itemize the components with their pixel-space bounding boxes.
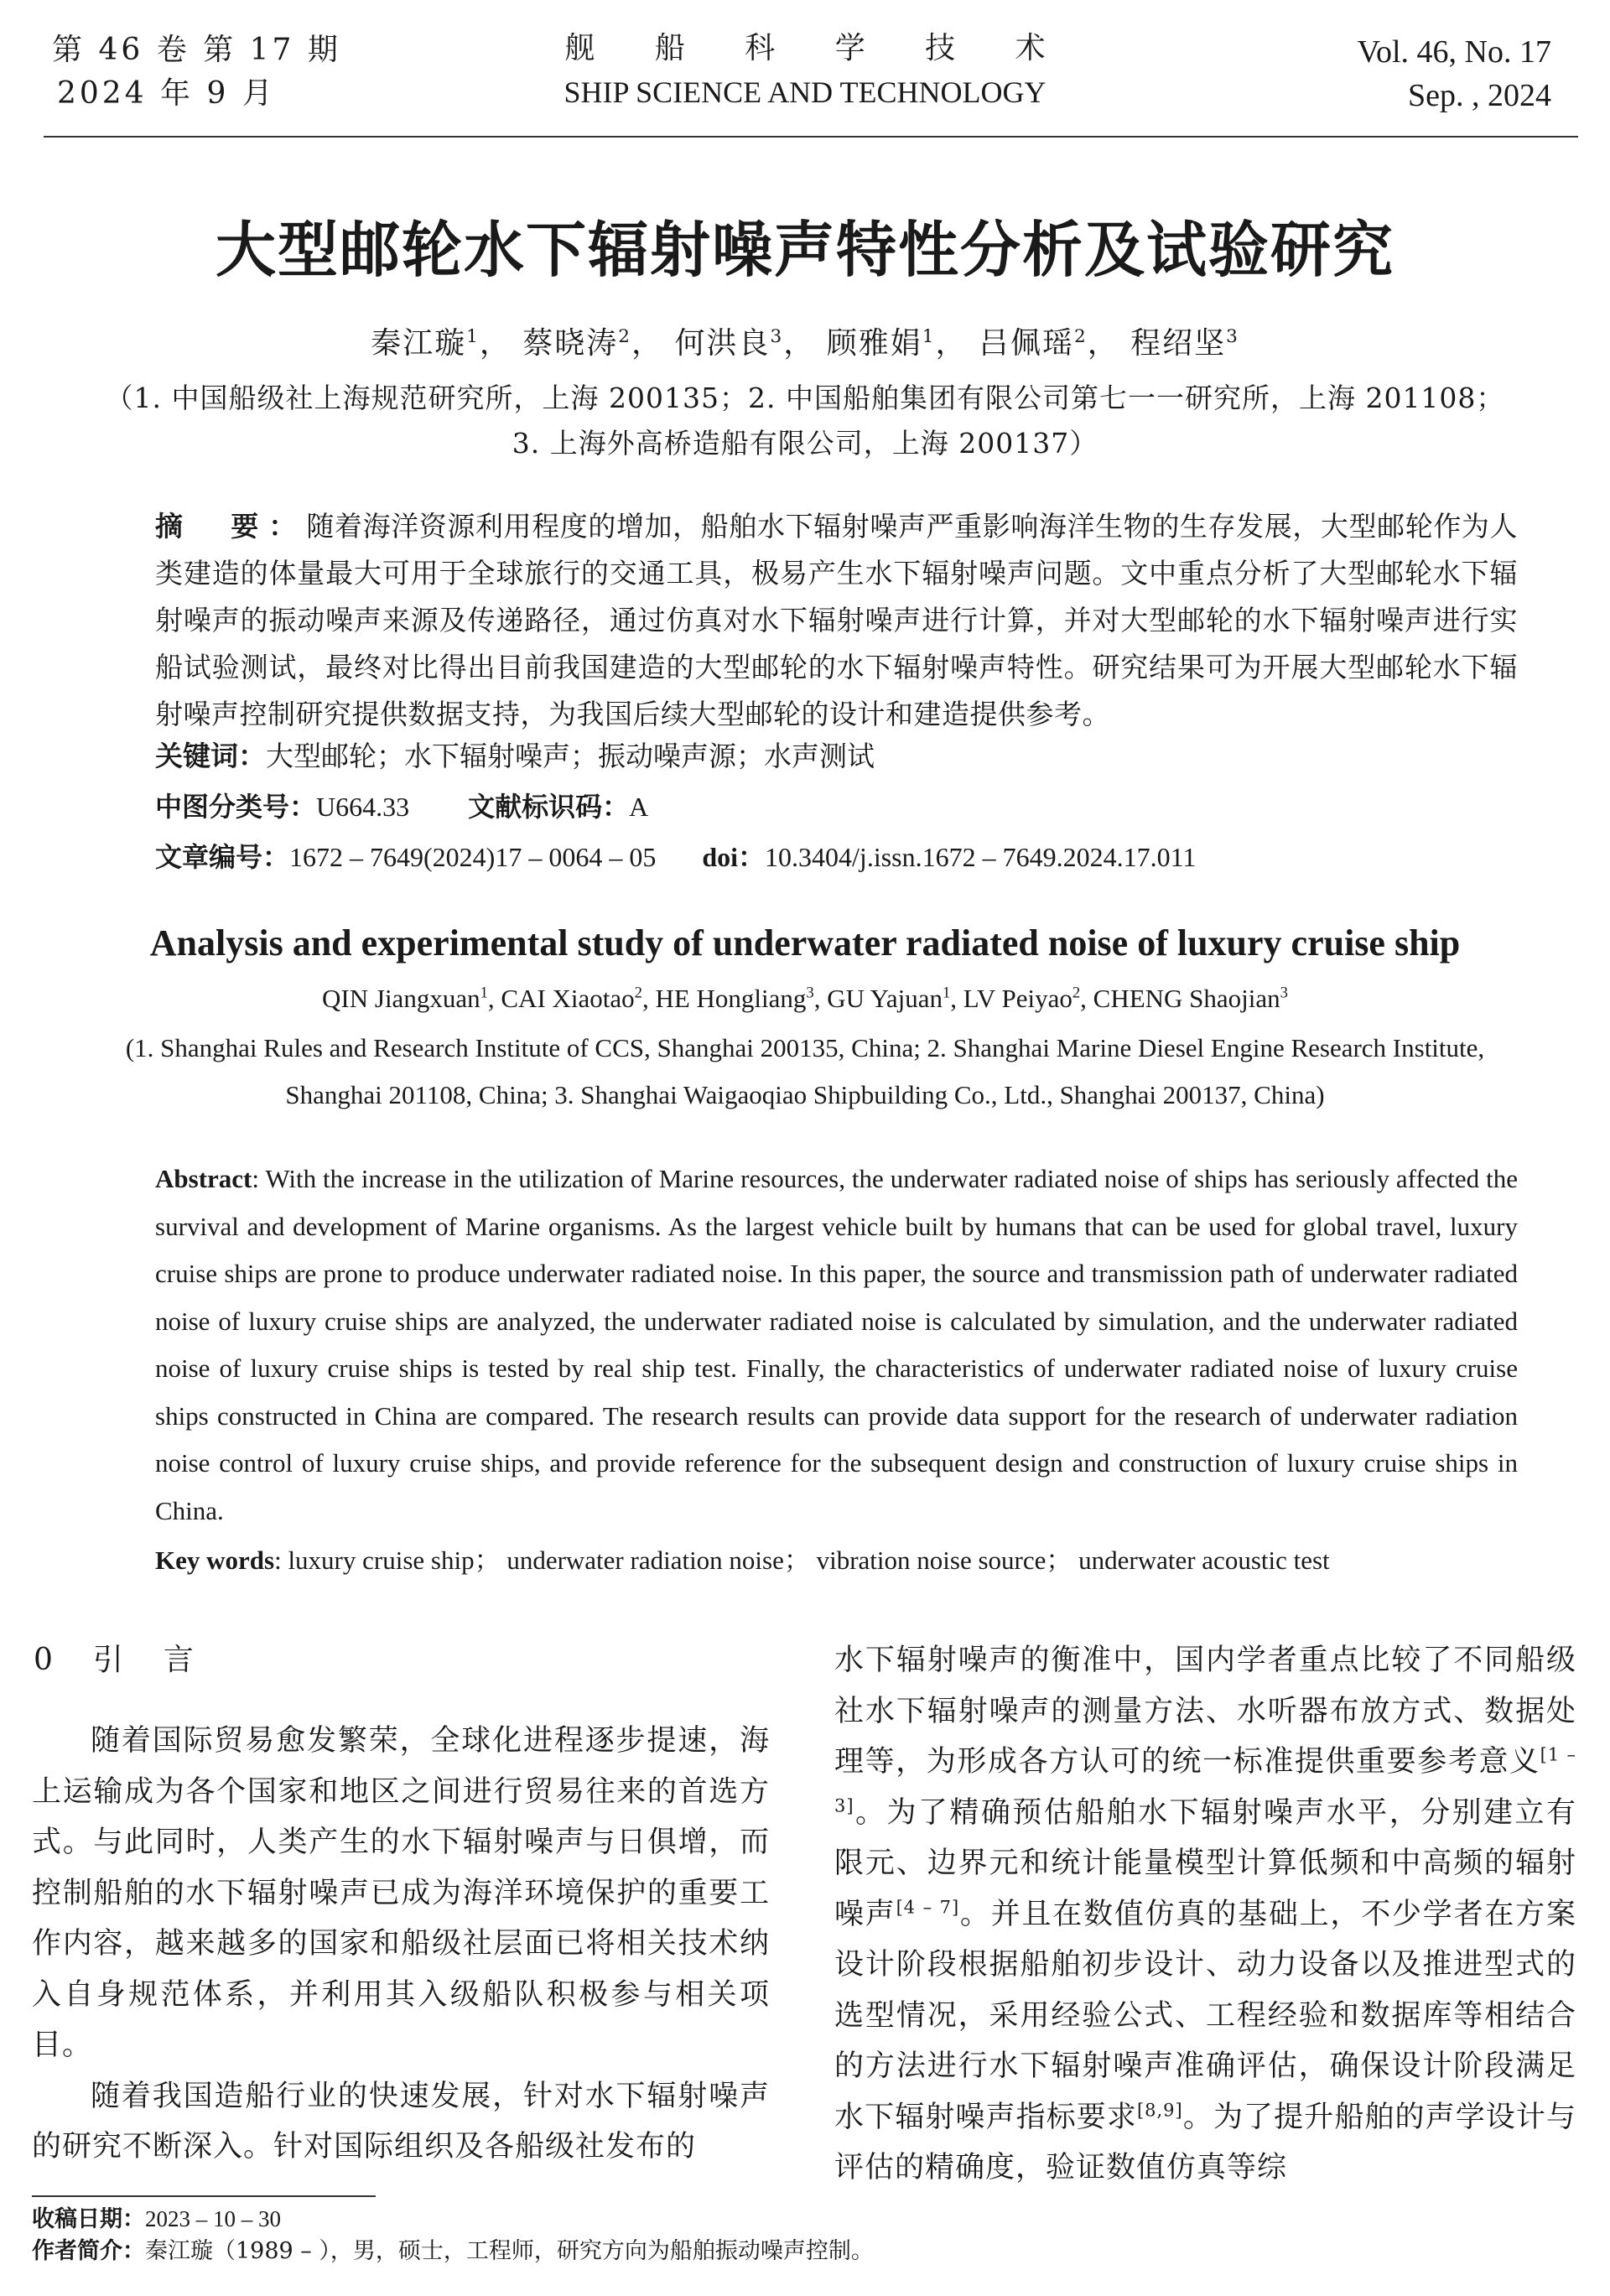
doc-code-label: 文献标识码：: [468, 791, 630, 823]
authors-cn: 秦江璇$^1$， 蔡晓涛$^2$， 何洪良$^3$， 顾雅娟$^1$， 吕佩瑶$^2$， 程绍坚$^3$: [371, 326, 1239, 361]
author-affil-sup: 1: [922, 326, 936, 347]
citation: [4 – 7]: [896, 1896, 960, 1917]
abstract-en-label: Abstract: [155, 1164, 252, 1193]
keywords-en-text: : luxury cruise ship； underwater radiation noise； vibration noise source； underwater acoustic test: [274, 1545, 1330, 1575]
section-heading-introduction: 0 引 言: [34, 1643, 199, 1677]
author-bio-label: 作者简介：: [32, 2238, 145, 2264]
author-en: HE Hongliang: [655, 984, 807, 1013]
affiliation-line: 3. 上海外高桥造船有限公司，上海 200137）: [512, 427, 1098, 460]
affiliation-line: (1. Shanghai Rules and Research Institute of CCS, Shanghai 200135, China; 2. Shanghai Marine Diesel Engine Research Institute,: [125, 1033, 1485, 1062]
authors-en: QIN Jiangxuan$^1$, CAI Xiaotao$^2$, HE Hongliang$^3$, GU Yajuan$^1$, LV Peiyao$^2$, CHENG Shaojian$^3$: [322, 984, 1288, 1013]
keywords-cn-text: 大型邮轮；水下辐射噪声；振动噪声源；水声测试: [266, 740, 875, 772]
article-number-line: [155, 836, 1196, 878]
author-cn: 吕佩瑶: [978, 326, 1074, 361]
doc-code-value: A: [629, 792, 649, 822]
body-column-left: [32, 1716, 770, 2173]
abstract-en: [92, 1156, 1518, 1535]
author-affil-sup: 2: [1073, 326, 1088, 347]
paper-title-en: Analysis and experimental study of underwater radiated noise of luxury cruise ship: [149, 922, 1461, 964]
doi-label: doi：: [702, 842, 766, 872]
author-affil-sup: 2: [634, 984, 642, 1002]
author-affil-sup: 2: [618, 326, 632, 347]
volume-issue-en: Vol. 46, No. 17: [1357, 34, 1551, 70]
author-affil-sup: 1: [943, 984, 951, 1002]
affiliations-cn: [50, 376, 1560, 466]
affiliations-en: [50, 1025, 1560, 1119]
abstract-cn: [92, 503, 1518, 738]
body-paragraph: 随着我国造船行业的快速发展，针对水下辐射噪声的研究不断深入。针对国际组织及各船级社发布的: [32, 2079, 770, 2164]
paper-title-cn: 大型邮轮水下辐射噪声特性分析及试验研究: [215, 215, 1394, 285]
body-column-right: [834, 1635, 1576, 2194]
journal-name-cn: 舰 船 科 学 技 术: [564, 31, 1071, 65]
volume-issue-cn: 第 46 卷 第 17 期: [52, 33, 341, 67]
author-cn: 顾雅娟: [826, 326, 922, 361]
author-en: GU Yajuan: [827, 984, 943, 1013]
header-volume-en: [1357, 30, 1551, 117]
affiliation-line: Shanghai 201108, China; 3. Shanghai Waigaoqiao Shipbuilding Co., Ltd., Shanghai 200137, China): [285, 1080, 1325, 1109]
doi-value: 10.3404/j.issn.1672 – 7649.2024.17.011: [765, 842, 1197, 872]
abstract-en-text: : With the increase in the utilization of Marine resources, the underwater radiated noise of ships has seriously affected the survival and development of Marine organisms. As the largest vehicle built by humans that can be used for global travel, luxury cruise ships are prone to produce underwater radiated noise. In this paper, the source and transmission path of underwater radiated noise of luxury cruise ships are analyzed, the underwater radiated noise is calculated by simulation, and the underwater radiated noise of luxury cruise ships is tested by real ship test. Finally, the characteristics of underwater radiated noise of luxury cruise ships constructed in China are compared. The research results can provide data support for the research of underwater radiation noise control of luxury cruise ships, and provide reference for the subsequent design and construction of luxury cruise ships in China.: [155, 1164, 1518, 1525]
abstract-cn-text: 随着海洋资源利用程度的增加，船舶水下辐射噪声严重影响海洋生物的生存发展，大型邮轮作为人类建造的体量最大可用于全球旅行的交通工具，极易产生水下辐射噪声问题。文中重点分析了大型邮轮水下辐射噪声的振动噪声来源及传递路径，通过仿真对水下辐射噪声进行计算，并对大型邮轮的水下辐射噪声进行实船试验测试，最终对比得出目前我国建造的大型邮轮的水下辐射噪声特性。研究结果可为开展大型邮轮水下辐射噪声控制研究提供数据支持，为我国后续大型邮轮的设计和建造提供参考。: [155, 510, 1519, 730]
clc-label: 中图分类号：: [155, 791, 317, 823]
received-date: 2023 – 10 – 30: [145, 2206, 281, 2231]
author-affil-sup: 3: [806, 984, 814, 1002]
author-affil-sup: 1: [480, 984, 488, 1002]
author-bio: 秦江璇（1989 – ），男，硕士，工程师，研究方向为船舶振动噪声控制。: [145, 2238, 874, 2264]
article-no-label: 文章编号：: [155, 841, 290, 873]
author-cn: 秦江璇: [371, 326, 467, 361]
author-affil-sup: 3: [770, 326, 784, 347]
author-en: QIN Jiangxuan: [322, 984, 480, 1013]
clc-value: U664.33: [316, 792, 410, 822]
citation: [1 – 3]: [834, 1744, 1576, 1816]
author-cn: 何洪良: [674, 326, 771, 361]
header-rule: [44, 136, 1578, 138]
citation: [8,9]: [1136, 2099, 1183, 2120]
author-cn: 蔡晓涛: [522, 326, 619, 361]
body-paragraph: [834, 1635, 1576, 2194]
received-label: 收稿日期：: [32, 2206, 145, 2232]
author-en: CHENG Shaojian: [1093, 984, 1280, 1013]
author-affil-sup: 1: [466, 326, 480, 347]
article-no-value: 1672 – 7649(2024)17 – 0064 – 05: [289, 842, 657, 872]
body-paragraph: 随着国际贸易愈发繁荣，全球化进程逐步提速，海上运输成为各个国家和地区之间进行贸易往来的首选方式。与此同时，人类产生的水下辐射噪声与日俱增，而控制船舶的水下辐射噪声已成为海洋环境保护的重要工作内容，越来越多的国家和船级社层面已将相关技术纳入自身规范体系，并利用其入级船队积极参与相关项目。: [32, 1724, 770, 2062]
author-en: LV Peiyao: [963, 984, 1072, 1013]
date-en: Sep. , 2024: [1408, 78, 1551, 113]
journal-name-en: SHIP SCIENCE AND TECHNOLOGY: [564, 75, 1046, 109]
keywords-cn: [155, 735, 875, 777]
body-text: 。为了提升船舶的声学设计与评估的精确度，验证数值仿真等综: [834, 2100, 1576, 2184]
author-cn: 程绍坚: [1130, 326, 1227, 361]
keywords-en-label: Key words: [155, 1545, 275, 1575]
abstract-cn-label: 摘 要：: [155, 510, 307, 543]
affiliation-line: （1. 中国船级社上海规范研究所，上海 200135；2. 中国船舶集团有限公司第七一一研究所，上海 201108；: [105, 382, 1505, 414]
classification-line: [155, 786, 648, 828]
footnote: [32, 2203, 874, 2267]
footnote-rule: [32, 2195, 376, 2197]
date-cn: 2024 年 9 月: [57, 76, 276, 111]
keywords-cn-label: 关键词：: [155, 740, 266, 772]
body-text: 水下辐射噪声的衡准中，国内学者重点比较了不同船级社水下辐射噪声的测量方法、水听器布放方式、数据处理等，为形成各方认可的统一标准提供重要参考意义: [834, 1644, 1576, 1779]
keywords-en: [155, 1540, 1330, 1582]
body-text: 。为了精确预估船舶水下辐射噪声水平，分别建立有限元、边界元和统计能量模型计算低频和中高频的辐射噪声: [834, 1795, 1576, 1931]
author-affil-sup: 3: [1226, 326, 1239, 347]
body-text: 。并且在数值仿真的基础上，不少学者在方案设计阶段根据船舶初步设计、动力设备以及推进型式的选型情况，采用经验公式、工程经验和数据库等相结合的方法进行水下辐射噪声准确评估，确保设计阶段满足水下辐射噪声指标要求: [834, 1897, 1576, 2134]
author-affil-sup: 3: [1280, 984, 1288, 1002]
author-affil-sup: 2: [1072, 984, 1081, 1002]
author-en: CAI Xiaotao: [501, 984, 635, 1013]
